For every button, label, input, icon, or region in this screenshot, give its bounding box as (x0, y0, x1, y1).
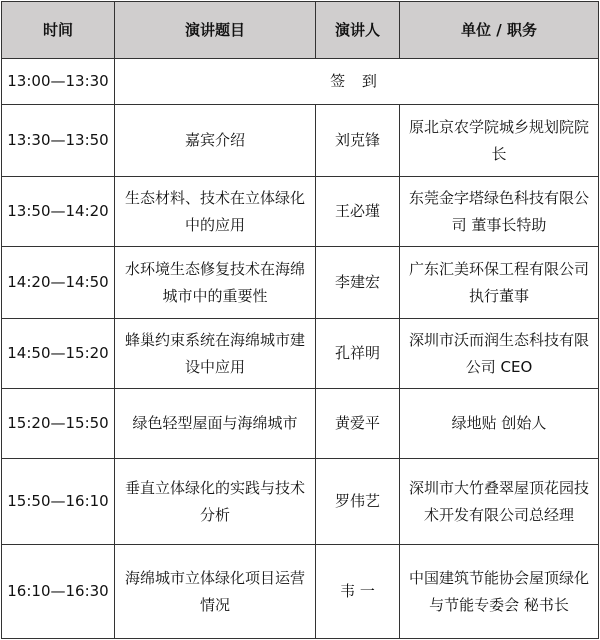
table-row (2, 459, 599, 545)
table-row (2, 545, 599, 639)
header-row (2, 2, 599, 59)
topic-cell: 蜂巢约束系统在海绵城市建设中应用 (115, 319, 316, 389)
time-cell: 13:50—14:20 (2, 177, 115, 247)
speaker-cell: 李建宏 (316, 247, 400, 319)
header-speaker: 演讲人 (316, 2, 400, 59)
topic-cell: 绿色轻型屋面与海绵城市 (115, 389, 316, 459)
topic-cell: 垂直立体绿化的实践与技术分析 (115, 459, 316, 545)
time-cell: 13:30—13:50 (2, 105, 115, 177)
time-cell: 16:10—16:30 (2, 545, 115, 639)
speaker-cell: 刘克锋 (316, 105, 400, 177)
topic-cell: 嘉宾介绍 (115, 105, 316, 177)
speaker-cell: 王必瑾 (316, 177, 400, 247)
speaker-cell: 罗伟艺 (316, 459, 400, 545)
topic-cell: 生态材料、技术在立体绿化中的应用 (115, 177, 316, 247)
org-cell: 东莞金字塔绿色科技有限公司 董事长特助 (400, 177, 599, 247)
time-cell: 13:00—13:30 (2, 59, 115, 105)
header-time: 时间 (2, 2, 115, 59)
header-org: 单位 / 职务 (400, 2, 599, 59)
org-cell: 广东汇美环保工程有限公司 执行董事 (400, 247, 599, 319)
schedule-table (1, 1, 599, 639)
org-cell: 中国建筑节能协会屋顶绿化与节能专委会 秘书长 (400, 545, 599, 639)
org-cell: 绿地贴 创始人 (400, 389, 599, 459)
table-row (2, 247, 599, 319)
table-row (2, 59, 599, 105)
checkin-cell: 签 到 (115, 59, 599, 105)
org-cell: 深圳市大竹叠翠屋顶花园技术开发有限公司总经理 (400, 459, 599, 545)
table-row (2, 177, 599, 247)
speaker-cell: 韦 一 (316, 545, 400, 639)
speaker-cell: 黄爱平 (316, 389, 400, 459)
time-cell: 14:20—14:50 (2, 247, 115, 319)
table-row (2, 105, 599, 177)
time-cell: 15:20—15:50 (2, 389, 115, 459)
topic-cell: 海绵城市立体绿化项目运营情况 (115, 545, 316, 639)
table-row (2, 319, 599, 389)
time-cell: 15:50—16:10 (2, 459, 115, 545)
org-cell: 原北京农学院城乡规划院院长 (400, 105, 599, 177)
org-cell: 深圳市沃而润生态科技有限公司 CEO (400, 319, 599, 389)
time-cell: 14:50—15:20 (2, 319, 115, 389)
table-row (2, 389, 599, 459)
header-topic: 演讲题目 (115, 2, 316, 59)
speaker-cell: 孔祥明 (316, 319, 400, 389)
topic-cell: 水环境生态修复技术在海绵城市中的重要性 (115, 247, 316, 319)
